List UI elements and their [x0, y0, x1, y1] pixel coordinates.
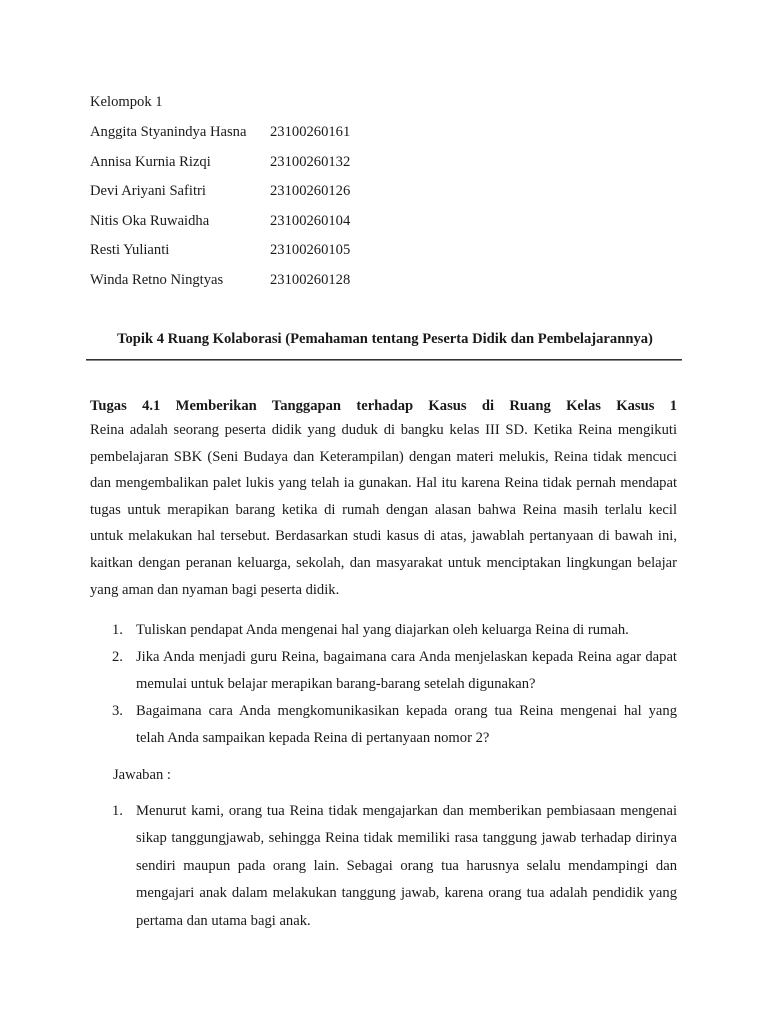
- topic-heading: [0, 329, 768, 349]
- group-title: Kelompok 1: [90, 94, 163, 110]
- member-row: [90, 122, 410, 152]
- question-item: [112, 701, 677, 755]
- member-name: Winda Retno Ningtyas: [90, 271, 224, 288]
- task-title: Tugas 4.1 Memberikan Tanggapan terhadap Kasus di Ruang Kelas Kasus 1: [90, 398, 677, 414]
- question-line: Tuliskan pendapat Anda mengenai hal yang diajarkan oleh keluarga Reina di rumah.: [136, 622, 629, 638]
- case-text-line: kaitkan dengan peranan keluarga, sekolah, dan masyarakat untuk menciptakan lingkungan belajar: [90, 554, 677, 571]
- question-line: Jika Anda menjadi guru Reina, bagaimana cara Anda menjelaskan kepada Reina agar dapat: [136, 649, 677, 665]
- member-list: [90, 122, 410, 300]
- case-text-line: dan mengembalikan palet lukis yang telah ia gunakan. Hal itu karena Reina tidak pernah mendapat: [90, 475, 677, 492]
- answer-number: 1.: [112, 803, 123, 819]
- member-row: [90, 211, 410, 241]
- answer-item: [112, 801, 677, 938]
- member-row: [90, 152, 410, 182]
- answer-line: sendiri maupun pada orang lain. Sebagai orang tua harusnya selalu mendampingi dan: [136, 857, 677, 874]
- question-line: memulai untuk belajar merapikan barang-barang setelah digunakan?: [136, 676, 536, 692]
- member-nim: 23100260132: [270, 153, 351, 170]
- member-row: [90, 270, 410, 300]
- case-text-line: yang aman dan nyaman bagi peserta didik.: [90, 581, 340, 598]
- case-text-line: untuk melakukan hal tersebut. Berdasarkan studi kasus di atas, jawablah pertanyaan di bawah ini,: [90, 528, 677, 545]
- topic-heading-text: Topik 4 Ruang Kolaborasi (Pemahaman tentang Peserta Didik dan Pembelajarannya): [117, 331, 653, 347]
- answer-label: Jawaban :: [113, 767, 171, 783]
- question-list: [112, 620, 677, 755]
- member-name: Nitis Oka Ruwaidha: [90, 212, 210, 229]
- question-line: Bagaimana cara Anda mengkomunikasikan kepada orang tua Reina mengenai hal yang: [136, 703, 677, 719]
- member-name: Annisa Kurnia Rizqi: [90, 153, 211, 170]
- answer-line: mengajari anak dalam melakukan tanggung jawab, karena orang tua adalah pendidik yang: [136, 885, 677, 902]
- case-text-line: Reina adalah seorang peserta didik yang duduk di bangku kelas III SD. Ketika Reina mengikuti: [90, 422, 677, 438]
- question-number: 2.: [112, 649, 123, 665]
- member-nim: 23100260128: [270, 271, 351, 288]
- member-row: [90, 240, 410, 270]
- answer-line: pertama dan utama bagi anak.: [136, 912, 311, 929]
- question-item: [112, 647, 677, 701]
- member-name: Devi Ariyani Safitri: [90, 183, 206, 200]
- section-divider: [86, 359, 682, 361]
- case-text-line: tugas untuk merapikan barang ketika di rumah dengan alasan bahwa Reina masih terlalu kecil: [90, 501, 677, 518]
- case-text-line: pembelajaran SBK (Seni Budaya dan Keterampilan) dengan materi melukis, Reina tidak mencuci: [90, 448, 677, 465]
- member-nim: 23100260161: [270, 124, 351, 140]
- member-name: Resti Yulianti: [90, 242, 170, 259]
- question-item: [112, 620, 677, 647]
- member-nim: 23100260126: [270, 183, 351, 200]
- member-row: [90, 181, 410, 211]
- member-nim: 23100260105: [270, 242, 351, 259]
- answer-line: sikap tanggungjawab, sehingga Reina tidak memiliki rasa tanggung jawab terhadap dirinya: [136, 830, 677, 847]
- task-section: [90, 396, 677, 606]
- member-nim: 23100260104: [270, 212, 351, 229]
- question-number: 3.: [112, 703, 123, 719]
- answer-list: [112, 801, 677, 938]
- member-name: Anggita Styanindya Hasna: [90, 124, 247, 140]
- question-number: 1.: [112, 622, 123, 638]
- answer-line: Menurut kami, orang tua Reina tidak mengajarkan dan memberikan pembiasaan mengenai: [136, 803, 677, 819]
- question-line: telah Anda sampaikan kepada Reina di pertanyaan nomor 2?: [136, 730, 490, 746]
